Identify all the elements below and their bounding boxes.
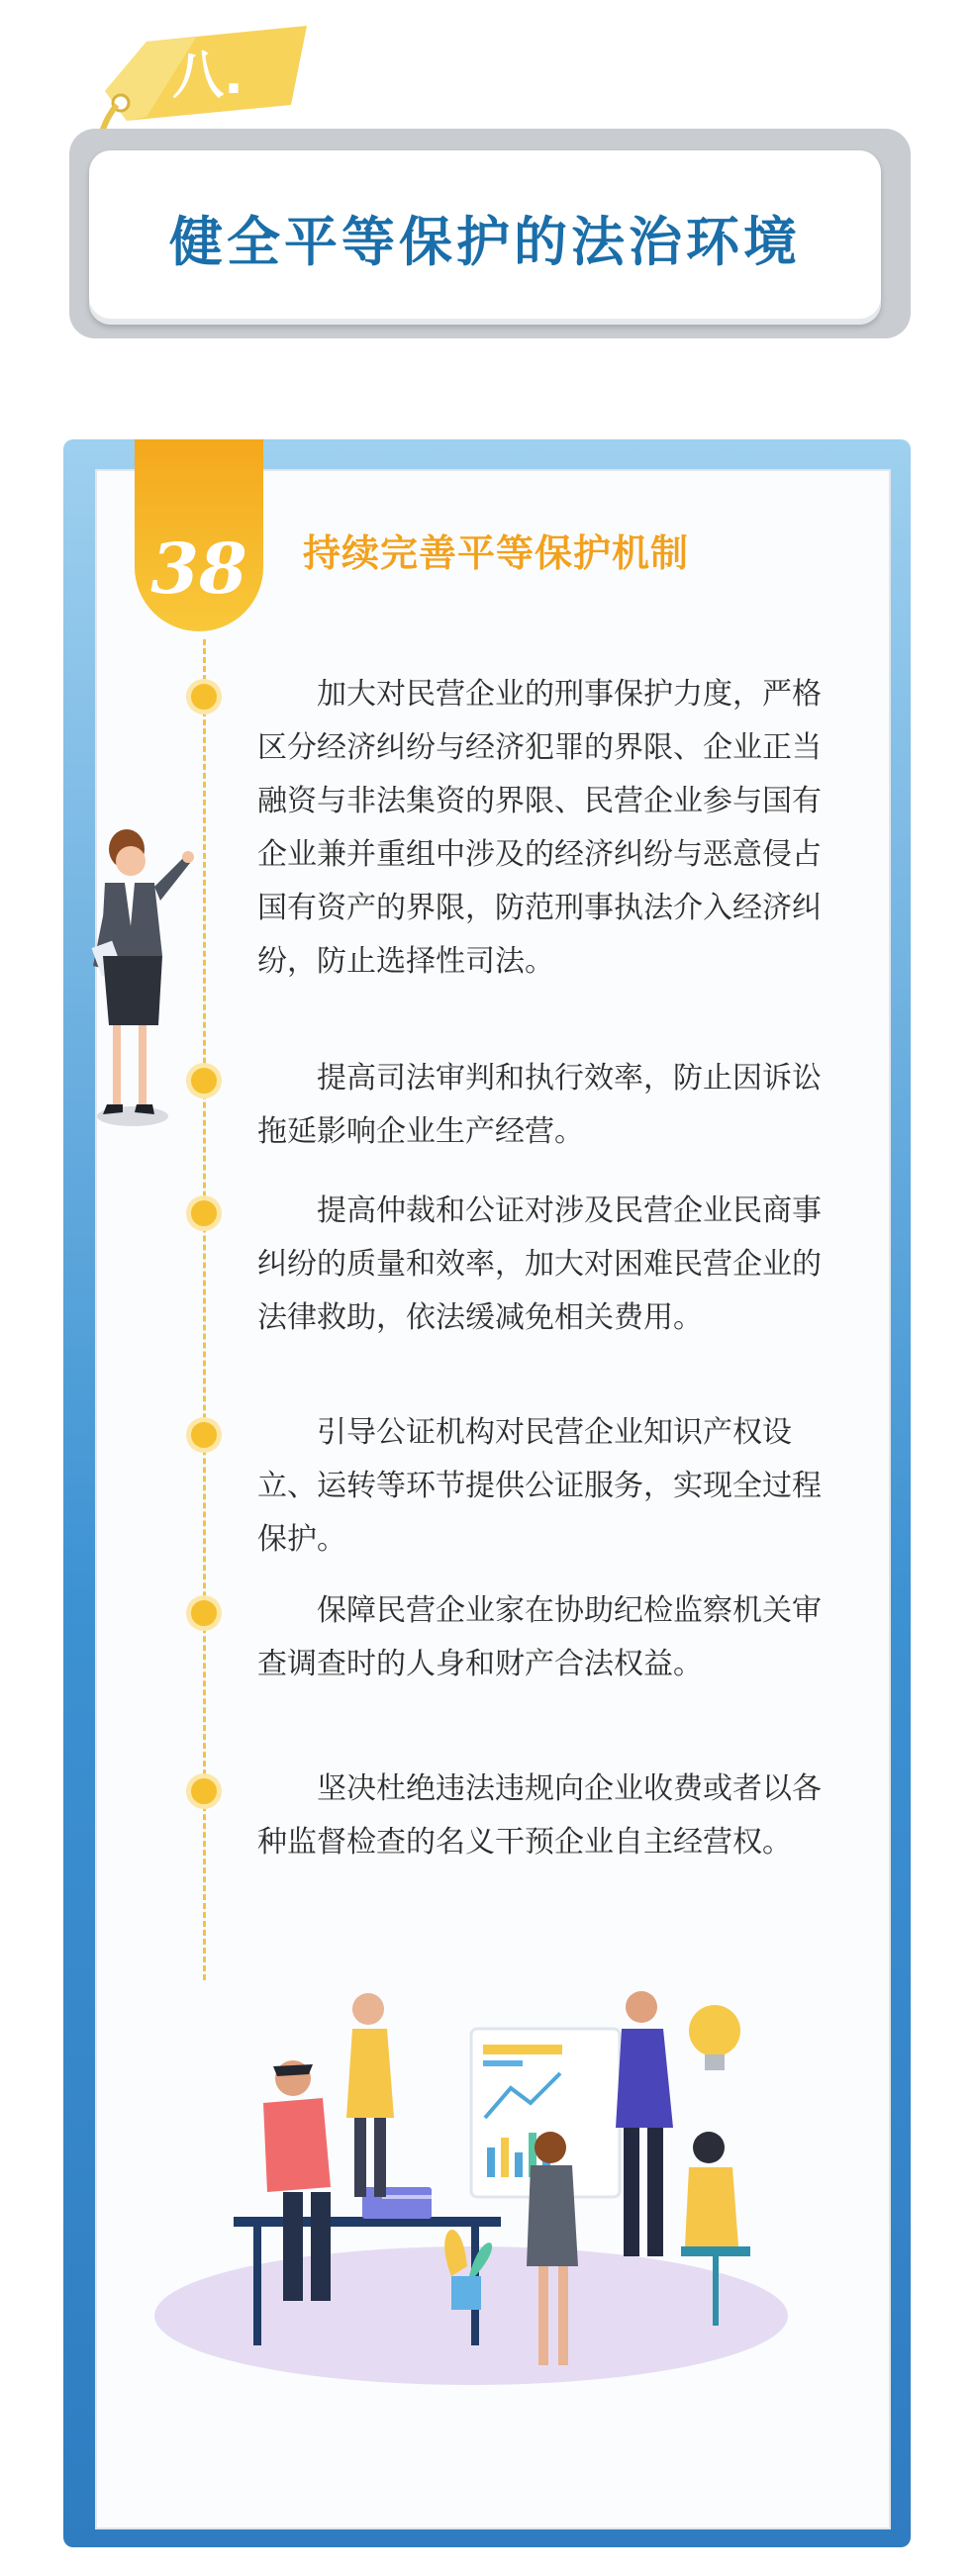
list-item: 保障民营企业家在协助纪检监察机关审查调查时的人身和财产合法权益。: [257, 1593, 822, 1681]
presenter-illustration: [85, 827, 194, 1134]
header-card: [89, 150, 881, 325]
list-item: 加大对民营企业的刑事保护力度，严格区分经济纠纷与经济犯罪的界限、企业正当融资与非法集资的界限、民营企业参与国有企业兼并重组中涉及的经济纠纷与恶意侵占国有资产的界限，防范刑事执法介入经济纠纷，防止选择性司法。: [257, 677, 822, 979]
team-meeting-illustration: [135, 1979, 808, 2415]
timeline-dot: [186, 1595, 222, 1631]
section-number: 38: [150, 527, 247, 610]
timeline-dot: [186, 1773, 222, 1809]
timeline-dot: [186, 1417, 222, 1453]
list-item: 引导公证机构对民营企业知识产权设立、运转等环节提供公证服务，实现全过程保护。: [257, 1415, 822, 1557]
header-tag: [87, 22, 315, 131]
timeline-dot: [186, 679, 222, 715]
section-number-badge: [135, 439, 263, 631]
list-item: 提高仲裁和公证对涉及民营企业民商事纠纷的质量和效率，加大对困难民营企业的法律救助，依法缓减免相关费用。: [257, 1193, 822, 1335]
timeline-dot: [186, 1195, 222, 1231]
list-item: 坚决杜绝违法违规向企业收费或者以各种监督检查的名义干预企业自主经营权。: [257, 1771, 822, 1860]
header-tag-label: 八.: [172, 47, 244, 106]
page-title: 健全平等保护的法治环境: [169, 210, 801, 273]
section-title: 持续完善平等保护机制: [303, 531, 690, 575]
list-item: 提高司法审判和执行效率，防止因诉讼拖延影响企业生产经营。: [257, 1061, 822, 1149]
